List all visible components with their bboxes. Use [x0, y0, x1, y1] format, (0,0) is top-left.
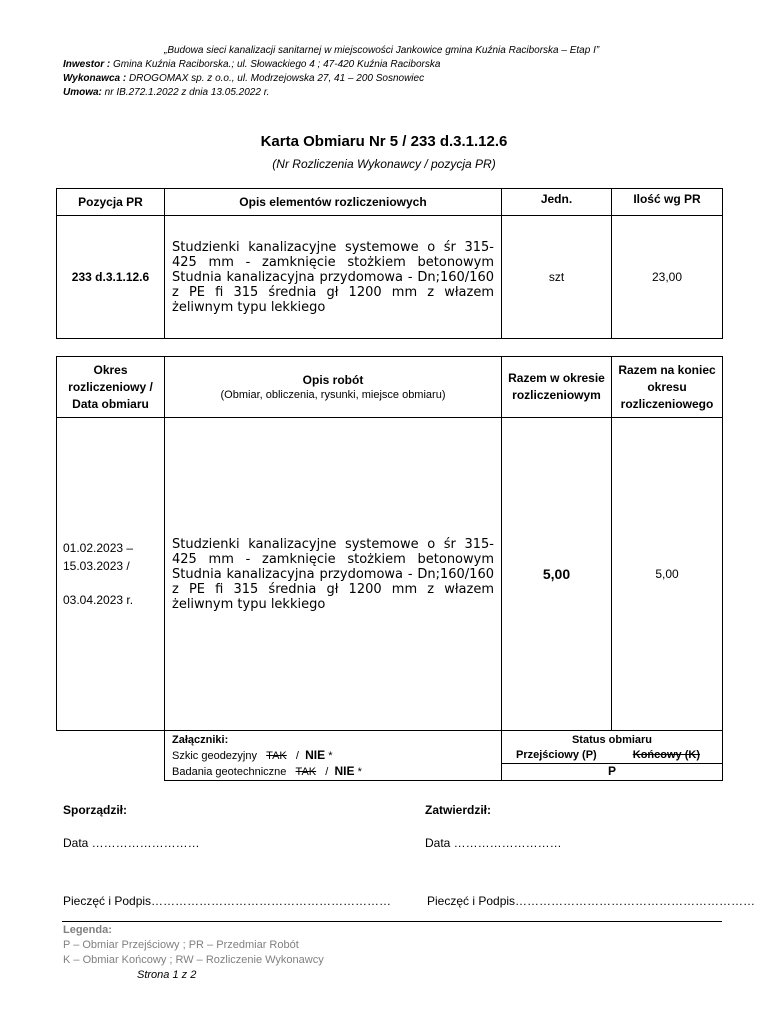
row-position: 233 d.3.1.12.6 [57, 216, 165, 339]
row-period [57, 418, 165, 731]
measurement-table [56, 356, 723, 781]
attachments-cell [165, 731, 502, 781]
legend-title: Legenda: [63, 924, 112, 936]
status-cell [502, 731, 723, 781]
status-value: P [502, 763, 722, 779]
attachments-row [57, 731, 723, 781]
period-line-1: 01.02.2023 – [63, 541, 134, 555]
page-number: Strona 1 z 2 [137, 969, 197, 981]
row-unit: szt [502, 216, 612, 339]
geotech-tak-option: TAK [295, 766, 317, 778]
header-quantity: Ilość wg PR [612, 189, 723, 216]
row-description: Studzienki kanalizacyjne systemowe o śr 315-425 mm - zamknięcie stożkiem betonowym Studnia kanalizacyjna przydomowa - Dn;160/160 z PE fi 315 średnia gł 1200 mm z włazem żeliwnym typu lekkiego [165, 216, 502, 339]
page-title: Karta Obmiaru Nr 5 / 233 d.3.1.12.6 [260, 133, 508, 150]
contract-line [63, 86, 269, 100]
table-row [57, 418, 723, 731]
header-position: Pozycja PR [57, 189, 165, 216]
prepared-stamp-field: Pieczęć i Podpis…………………………………………………… [63, 894, 392, 908]
measurement-table-header [57, 357, 723, 418]
elements-table-header [57, 189, 723, 216]
status-options [502, 748, 722, 762]
survey-tak-option: TAK [266, 750, 287, 762]
geotech-nie-option: NIE [334, 764, 355, 778]
approved-by-label: Zatwierdził: [425, 803, 492, 817]
legend-divider [62, 921, 722, 922]
project-name: „Budowa sieci kanalizacji sanitarnej w miejscowości Jankowice gmina Kuźnia Raciborska – Etap I” [164, 45, 600, 56]
header-total-period: Razem w okresie rozliczeniowym [502, 357, 612, 418]
blank-cell [57, 731, 165, 781]
elements-table [56, 188, 723, 339]
period-line-3: 03.04.2023 r. [63, 593, 134, 607]
header-works-subtitle: (Obmiar, obliczenia, rysunki, miejsce obmiaru) [220, 389, 446, 401]
legend-line-2: K – Obmiar Końcowy ; RW – Rozliczenie Wykonawcy [63, 954, 324, 966]
header-unit: Jedn. [502, 189, 612, 216]
table-row [57, 216, 723, 339]
status-label: Status obmiaru [571, 734, 653, 746]
header-period: Okres rozliczeniowy / Data obmiaru [57, 357, 165, 418]
row-total-period: 5,00 [502, 418, 612, 731]
approved-stamp-field: Pieczęć i Podpis…………………………………………………… [427, 894, 756, 908]
status-option-final: Końcowy (K) [632, 749, 700, 761]
header-works [165, 357, 502, 418]
attachments-label: Załączniki: [172, 734, 229, 746]
contractor-line [63, 72, 424, 86]
prepared-date-field: Data ……………………… [63, 836, 200, 850]
header-description: Opis elementów rozliczeniowych [165, 189, 502, 216]
header-works-title: Opis robót [302, 373, 364, 387]
contractor-value: DROGOMAX sp. z o.o., ul. Modrzejowska 27, 41 – 200 Sosnowiec [126, 73, 425, 84]
row-quantity: 23,00 [612, 216, 723, 339]
legend [63, 923, 324, 968]
geotech-star: * [357, 766, 362, 778]
page-subtitle: (Nr Rozliczenia Wykonawcy / pozycja PR) [272, 157, 496, 171]
row-works-description: Studzienki kanalizacyjne systemowe o śr 315-425 mm - zamknięcie stożkiem betonowym Studnia kanalizacyjna przydomowa - Dn;160/160 z PE fi 315 średnia gł 1200 mm z włazem żeliwnym typu lekkiego [165, 418, 502, 731]
contract-label: Umowa: [63, 87, 102, 98]
approved-date-field: Data ……………………… [425, 836, 562, 850]
attachment-survey-label: Szkic geodezyjny [172, 750, 257, 762]
investor-label: Inwestor : [63, 59, 111, 70]
period-line-2: 15.03.2023 / [63, 559, 130, 573]
status-option-transitional: Przejściowy (P) [516, 749, 597, 761]
survey-nie-option: NIE [305, 748, 326, 762]
attachment-survey [172, 748, 494, 764]
contract-value: nr IB.272.1.2022 z dnia 13.05.2022 r. [101, 87, 270, 98]
attachment-geotech-label: Badania geotechniczne [172, 766, 287, 778]
header-total-end: Razem na koniec okresu rozliczeniowego [612, 357, 723, 418]
row-total-end: 5,00 [612, 418, 723, 731]
survey-star: * [328, 750, 333, 762]
contractor-label: Wykonawca : [63, 73, 127, 84]
geotech-separator: / [325, 766, 329, 778]
investor-line [63, 58, 440, 72]
legend-line-1: P – Obmiar Przejściowy ; PR – Przedmiar Robót [63, 939, 299, 951]
attachment-geotech [172, 764, 494, 780]
prepared-by-label: Sporządził: [63, 803, 128, 817]
investor-value: Gmina Kuźnia Raciborska.; ul. Słowackiego 4 ; 47-420 Kuźnia Raciborska [110, 59, 441, 70]
survey-separator: / [295, 750, 299, 762]
